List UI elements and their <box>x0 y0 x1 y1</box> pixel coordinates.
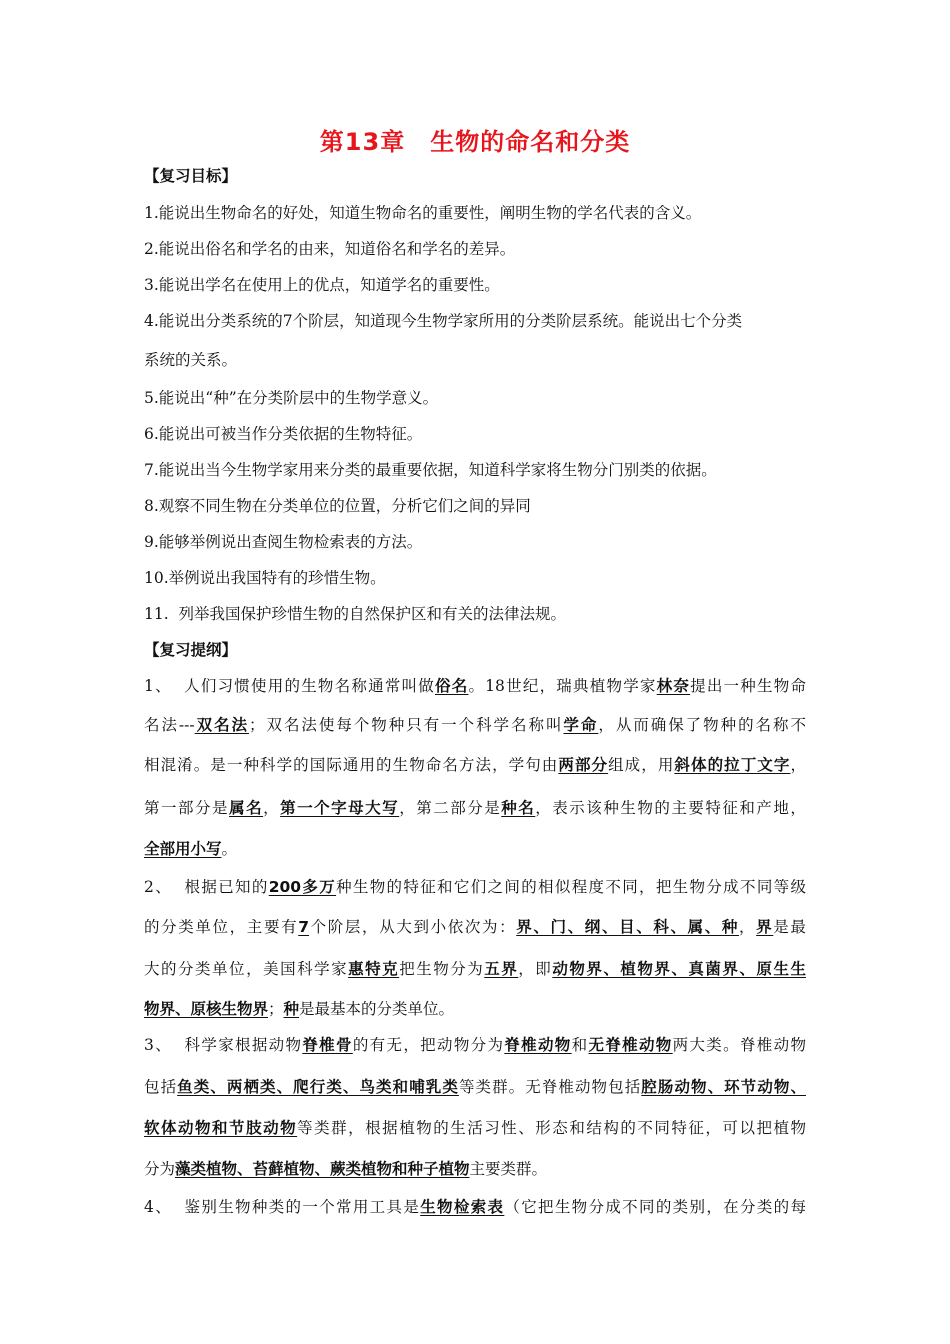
keyword: 腔肠动物、环节动物、 <box>641 1078 806 1096</box>
keyword: 鱼类、两栖类、爬行类、鸟类和哺乳类 <box>177 1078 459 1096</box>
keyword: 脊椎骨 <box>302 1036 353 1054</box>
text-run: 的有无，把动物分为 <box>352 1036 505 1054</box>
objective-item-8: 8.观察不同生物在分类单位的位置，分析它们之间的异同 <box>144 497 531 515</box>
keyword: 属名 <box>229 799 264 817</box>
text-run: 包括 <box>144 1078 178 1096</box>
text-run: ； <box>268 1000 284 1018</box>
outline-p4-line1-text <box>144 1195 806 1217</box>
text-run: 种生物的特征和它们之间的相似程度不同，把生物分成不同等级 <box>336 878 806 896</box>
text-run: 是最 <box>773 918 806 936</box>
text-run: 等类群，根据植物的生活习性、形态和结构的不同特征，可以把植物 <box>297 1119 806 1137</box>
outline-p1-line2 <box>144 713 806 735</box>
outline-p1-line5 <box>144 837 237 859</box>
text-run: 提出一种生物命 <box>690 677 806 695</box>
text-run: 和 <box>571 1036 589 1054</box>
objective-item-10: 10.举例说出我国特有的珍惜生物。 <box>144 569 386 587</box>
keyword: 两部分 <box>558 756 609 774</box>
text-run: （它把生物分成不同的类别，在分类的每 <box>504 1198 806 1216</box>
keyword: 藻类植物、苔藓植物、蕨类植物和种子植物 <box>175 1160 470 1178</box>
keyword: 界 <box>756 918 774 936</box>
text-run: 1、 人们习惯使用的生物名称通常叫做 <box>144 677 435 695</box>
keyword: 无脊椎动物 <box>588 1036 673 1054</box>
outline-p2-line2 <box>144 915 806 937</box>
outline-p3-line3 <box>144 1116 806 1138</box>
outline-p3-line1 <box>144 1033 806 1055</box>
keyword: 林奈 <box>656 677 691 695</box>
text-run: 。18世纪，瑞典植物学家 <box>468 677 657 695</box>
outline-p3-line1-text <box>144 1033 806 1055</box>
text-run: ，即 <box>518 960 553 978</box>
keyword: 200多万 <box>268 878 337 896</box>
objective-item-2: 2.能说出俗名和学名的由来，知道俗名和学名的差异。 <box>144 240 516 258</box>
keyword: 第一个字母大写 <box>280 799 400 817</box>
text-run: 等类群。无脊椎动物包括 <box>458 1078 642 1096</box>
outline-p3-line2 <box>144 1075 806 1097</box>
outline-p3-line4 <box>144 1157 547 1179</box>
outline-heading: 【复习提纲】 <box>144 641 238 659</box>
objectives-heading: 【复习目标】 <box>144 167 238 185</box>
keyword: 惠特克 <box>348 960 400 978</box>
objective-item-1: 1.能说出生物命名的好处，知道生物命名的重要性，阐明生物的学名代表的含义。 <box>144 204 702 222</box>
text-run: 。 <box>221 840 238 858</box>
keyword: 物界、原核生物界 <box>144 1000 269 1018</box>
text-run: 两大类。脊椎动物 <box>672 1036 806 1054</box>
keyword: 动物界、植物界、真菌界、原生生 <box>552 960 806 978</box>
outline-p2-line3 <box>144 957 806 979</box>
outline-p4-line1 <box>144 1195 806 1217</box>
objective-item-7: 7.能说出当今生物学家用来分类的最重要依据，知道科学家将生物分门别类的依据。 <box>144 461 717 479</box>
outline-p2-line1 <box>144 875 806 897</box>
keyword: 脊椎动物 <box>504 1036 572 1054</box>
text-run: 3、 科学家根据动物 <box>144 1036 303 1054</box>
outline-p1-line4-text <box>144 796 806 818</box>
keyword: 7 <box>298 918 310 936</box>
objective-item-11: 11. 列举我国保护珍惜生物的自然保护区和有关的法律法规。 <box>144 605 567 623</box>
keyword: 生物检索表 <box>420 1198 505 1216</box>
keyword: 种 <box>283 1000 300 1018</box>
text-run: 主要类群。 <box>469 1160 548 1178</box>
outline-p2-line1-text <box>144 875 806 897</box>
objective-item-4-cont: 系统的关系。 <box>144 351 238 369</box>
objective-item-4: 4.能说出分类系统的7个阶层，知道现今生物学家所用的分类阶层系统。能说出七个分类 <box>144 312 743 330</box>
text-run: 第一部分是 <box>144 799 230 817</box>
text-run: 名法--- <box>144 716 195 734</box>
text-run: 是最基本的分类单位。 <box>299 1000 455 1018</box>
keyword: 种名 <box>501 799 536 817</box>
outline-p2-line2-text <box>144 915 806 937</box>
outline-p2-line3-text <box>144 957 806 979</box>
keyword: 软体动物和节肢动物 <box>144 1119 298 1137</box>
outline-p1-line2-text <box>144 713 806 735</box>
text-run: 相混淆。是一种科学的国际通用的生物命名方法，学句由 <box>144 756 559 774</box>
outline-p1-line4 <box>144 796 806 818</box>
text-run: ， <box>263 799 281 817</box>
keyword: 五界 <box>484 960 519 978</box>
keyword: 斜体的拉丁文字 <box>674 756 791 774</box>
text-run: 把生物分为 <box>399 960 485 978</box>
text-run: 组成，用 <box>608 756 675 774</box>
objective-item-3: 3.能说出学名在使用上的优点，知道学名的重要性。 <box>144 276 500 294</box>
outline-p2-line4 <box>144 997 454 1019</box>
keyword: 全部用小写 <box>144 840 222 858</box>
outline-p1-line3 <box>144 753 806 775</box>
outline-p3-line2-text <box>144 1075 806 1097</box>
outline-p3-line3-text <box>144 1116 806 1138</box>
objective-item-6: 6.能说出可被当作分类依据的生物特征。 <box>144 425 423 443</box>
text-run: ，从而确保了物种的名称不 <box>598 716 806 734</box>
outline-p1-line1 <box>144 674 806 696</box>
text-run: ， <box>739 918 757 936</box>
text-run: ；双名法使每个物种只有一个科学名称叫 <box>249 716 564 734</box>
text-run: 4、 鉴别生物种类的一个常用工具是 <box>144 1198 421 1216</box>
text-run: 2、 根据已知的 <box>144 878 269 896</box>
text-run: 分为 <box>144 1160 176 1178</box>
keyword: 界、门、纲、目、科、属、种 <box>516 918 740 936</box>
objective-item-5: 5.能说出“种”在分类阶层中的生物学意义。 <box>144 389 439 407</box>
outline-p1-line1-text <box>144 674 806 696</box>
keyword: 学命 <box>563 716 599 734</box>
text-run: 个阶层，从大到小依次为： <box>309 918 517 936</box>
text-run: ，第二部分是 <box>399 799 502 817</box>
text-run: ， <box>790 756 806 774</box>
keyword: 俗名 <box>435 677 469 695</box>
outline-p1-line3-text <box>144 753 806 775</box>
text-run: 的分类单位，主要有 <box>144 918 299 936</box>
keyword: 双名法 <box>194 716 250 734</box>
objective-item-9: 9.能够举例说出查阅生物检索表的方法。 <box>144 533 423 551</box>
text-run: 大的分类单位，美国科学家 <box>144 960 349 978</box>
text-run: ，表示该种生物的主要特征和产地， <box>535 799 806 817</box>
page-title: 第13章 生物的命名和分类 <box>319 128 631 156</box>
